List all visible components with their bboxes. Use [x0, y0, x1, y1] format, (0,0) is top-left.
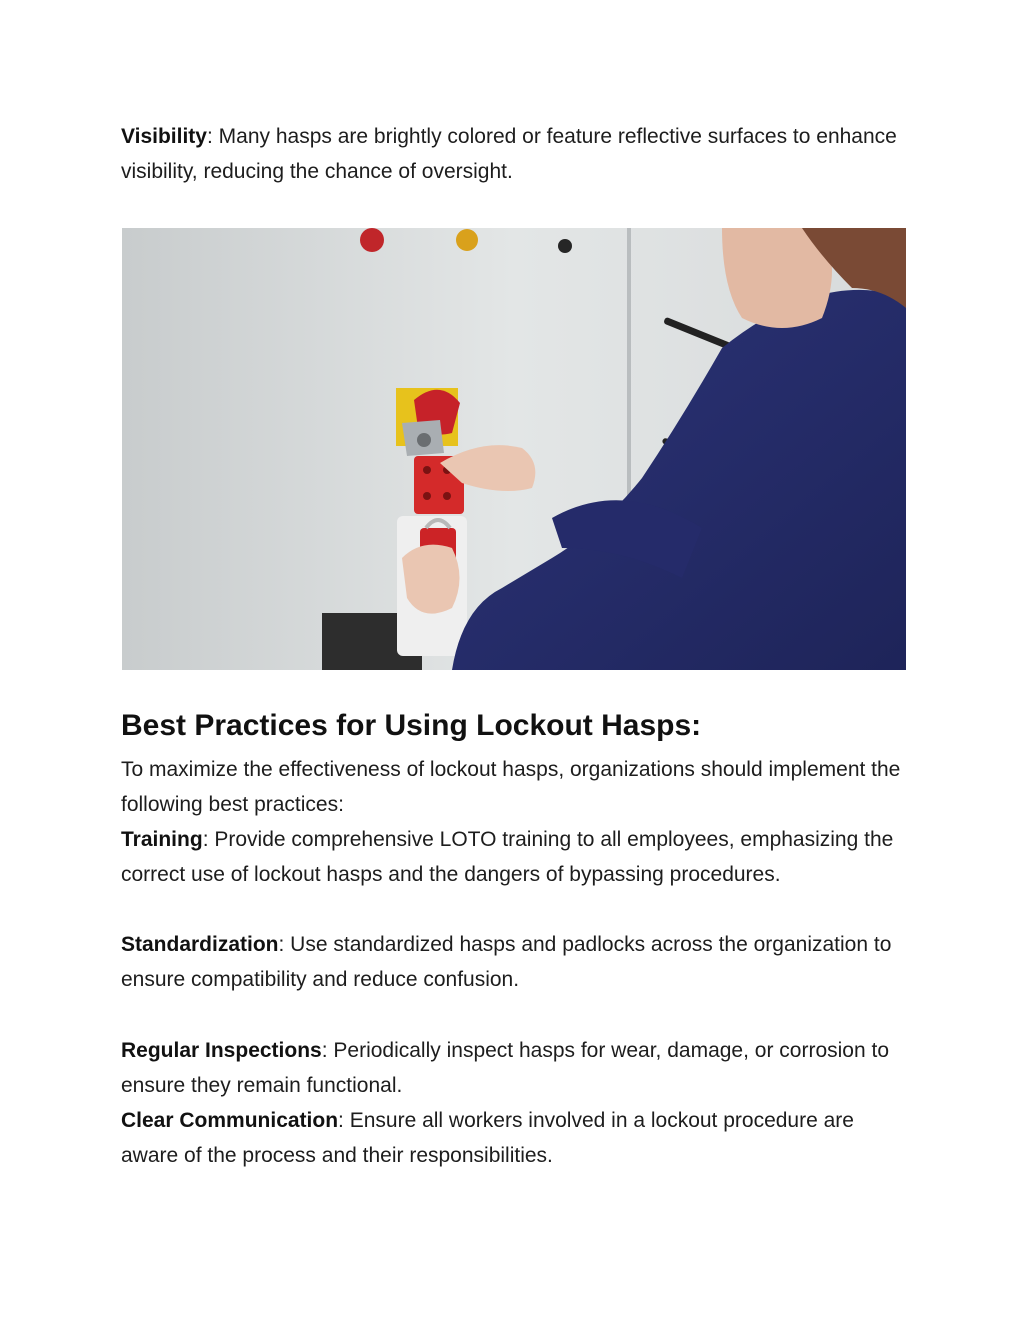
standardization-paragraph [121, 927, 901, 997]
inspections-text: : Periodically inspect hasps for wear, damage, or corrosion to ensure they remain functional. [121, 1039, 889, 1097]
standardization-text: : Use standardized hasps and padlocks across the organization to ensure compatibility and reduce confusion. [121, 933, 892, 991]
intro-paragraph: To maximize the effectiveness of lockout hasps, organizations should implement the following best practices: [121, 758, 901, 816]
black-indicator [558, 239, 572, 253]
lockout-hasp-photo [122, 228, 906, 670]
visibility-text: : Many hasps are brightly colored or feature reflective surfaces to enhance visibility, reducing the chance of oversight. [121, 125, 897, 183]
training-term: Training [121, 828, 203, 851]
standardization-term: Standardization [121, 933, 279, 956]
amber-indicator-light [456, 229, 478, 251]
section-heading: Best Practices for Using Lockout Hasps: [121, 709, 702, 742]
photo-illustration [122, 228, 906, 670]
inspections-term: Regular Inspections [121, 1039, 322, 1062]
visibility-paragraph [121, 119, 901, 189]
communication-term: Clear Communication [121, 1109, 339, 1132]
red-indicator-light [360, 228, 384, 252]
training-paragraph [121, 822, 901, 892]
training-text: : Provide comprehensive LOTO training to all employees, emphasizing the correct use of lockout hasps and the dangers of bypassing procedures. [121, 828, 894, 886]
inspections-paragraph [121, 1033, 901, 1103]
communication-paragraph [121, 1103, 901, 1173]
communication-text: : Ensure all workers involved in a lockout procedure are aware of the process and their responsibilities. [121, 1109, 854, 1167]
visibility-term: Visibility [121, 125, 207, 148]
